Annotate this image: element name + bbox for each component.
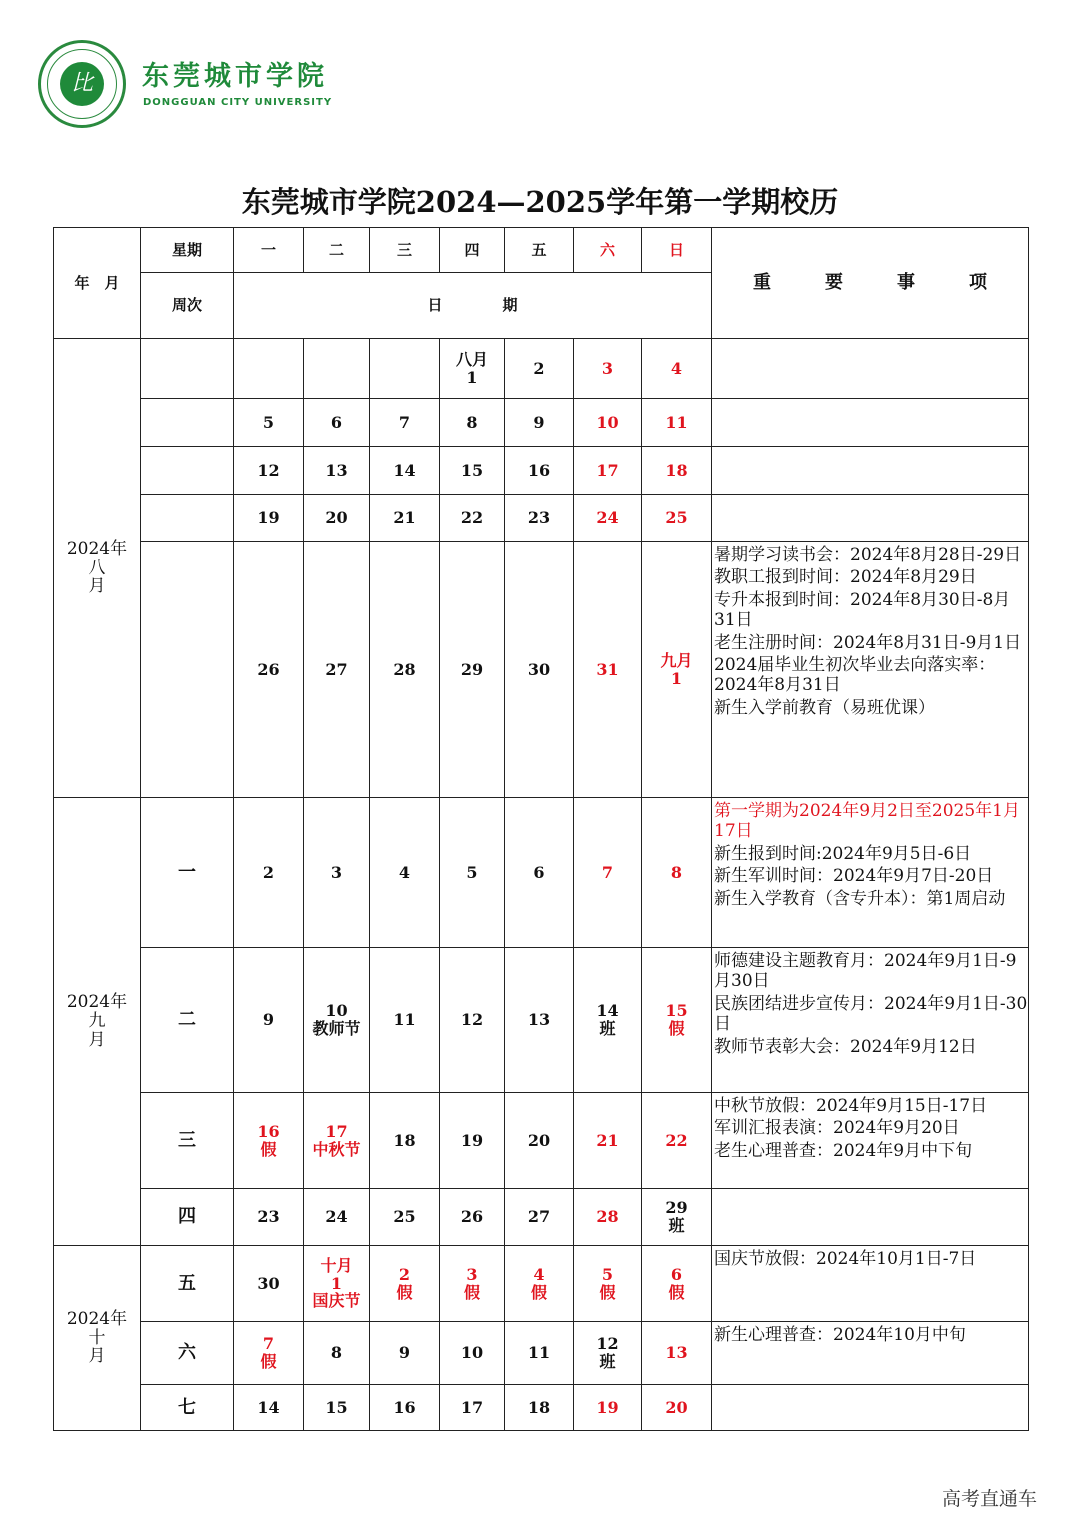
date-cell bbox=[304, 339, 370, 399]
date-cell: 9 bbox=[234, 948, 304, 1093]
day-header: 六 bbox=[574, 228, 642, 273]
date-cell: 6 假 bbox=[642, 1246, 712, 1322]
date-cell: 3 bbox=[574, 339, 642, 399]
date-cell: 16 bbox=[505, 447, 574, 495]
date-cell: 16 bbox=[370, 1385, 440, 1431]
date-cell: 5 bbox=[234, 399, 304, 447]
calendar-row bbox=[54, 798, 1029, 948]
date-cell: 15 bbox=[304, 1385, 370, 1431]
note-item: 新生入学前教育（易班优课） bbox=[714, 697, 935, 718]
date-cell: 2 假 bbox=[370, 1246, 440, 1322]
logo-chinese-name: 东莞城市学院 bbox=[142, 61, 328, 92]
page-title: 东莞城市学院2024—2025学年第一学期校历 bbox=[241, 185, 839, 219]
date-cell bbox=[370, 339, 440, 399]
date-cell: 13 bbox=[642, 1322, 712, 1385]
date-cell: 5 bbox=[440, 798, 505, 948]
notes-cell bbox=[712, 948, 1029, 1093]
date-cell: 25 bbox=[370, 1189, 440, 1246]
date-cell: 14 班 bbox=[574, 948, 642, 1093]
notes-cell bbox=[712, 1246, 1029, 1322]
notes-cell bbox=[712, 447, 1029, 495]
date-cell: 8 bbox=[440, 399, 505, 447]
week-number bbox=[141, 399, 234, 447]
date-cell: 14 bbox=[370, 447, 440, 495]
date-cell: 17 bbox=[440, 1385, 505, 1431]
date-cell: 15 假 bbox=[642, 948, 712, 1093]
notes-cell bbox=[712, 1093, 1029, 1189]
date-cell: 10 bbox=[574, 399, 642, 447]
date-cell: 14 bbox=[234, 1385, 304, 1431]
calendar-row bbox=[54, 495, 1029, 542]
week-number: 六 bbox=[141, 1322, 234, 1385]
date-cell: 13 bbox=[505, 948, 574, 1093]
date-cell: 7 假 bbox=[234, 1322, 304, 1385]
week-number bbox=[141, 495, 234, 542]
date-cell: 16 假 bbox=[234, 1093, 304, 1189]
day-header: 日 bbox=[642, 228, 712, 273]
calendar-row bbox=[54, 1189, 1029, 1246]
month-label: 2024年 八 月 bbox=[54, 339, 141, 798]
university-seal-logo: 比 bbox=[38, 40, 126, 128]
date-cell: 十月 1 国庆节 bbox=[304, 1246, 370, 1322]
date-cell: 28 bbox=[370, 542, 440, 798]
date-cell: 29 班 bbox=[642, 1189, 712, 1246]
date-cell: 24 bbox=[304, 1189, 370, 1246]
notes-cell bbox=[712, 1322, 1029, 1385]
calendar-row bbox=[54, 948, 1029, 1093]
date-cell: 11 bbox=[642, 399, 712, 447]
week-number-header: 周次 bbox=[141, 273, 234, 339]
day-header: 三 bbox=[370, 228, 440, 273]
week-number bbox=[141, 339, 234, 399]
weekday-header: 星期 bbox=[141, 228, 234, 273]
note-item: 暑期学习读书会：2024年8月28日-29日 bbox=[714, 545, 1022, 565]
date-cell: 21 bbox=[370, 495, 440, 542]
date-cell: 28 bbox=[574, 1189, 642, 1246]
date-cell: 11 bbox=[370, 948, 440, 1093]
calendar-row bbox=[54, 1322, 1029, 1385]
note-item: 国庆节放假：2024年10月1日-7日 bbox=[714, 1249, 977, 1269]
date-cell: 12 班 bbox=[574, 1322, 642, 1385]
date-cell: 9 bbox=[370, 1322, 440, 1385]
date-cell: 30 bbox=[234, 1246, 304, 1322]
notes-cell bbox=[712, 339, 1029, 399]
date-cell: 22 bbox=[440, 495, 505, 542]
date-cell: 18 bbox=[370, 1093, 440, 1189]
date-cell: 7 bbox=[370, 399, 440, 447]
note-item: 教职工报到时间：2024年8月29日 bbox=[714, 567, 977, 588]
date-cell: 19 bbox=[574, 1385, 642, 1431]
calendar-row bbox=[54, 1093, 1029, 1189]
notes-cell bbox=[712, 1189, 1029, 1246]
calendar-row bbox=[54, 1246, 1029, 1322]
note-item: 新生军训时间：2024年9月7日-20日 bbox=[714, 866, 994, 887]
week-number: 二 bbox=[141, 948, 234, 1093]
date-cell: 23 bbox=[505, 495, 574, 542]
date-cell: 3 bbox=[304, 798, 370, 948]
note-item: 师德建设主题教育月：2024年9月1日-9月30日 bbox=[714, 951, 1017, 992]
date-cell: 5 假 bbox=[574, 1246, 642, 1322]
date-cell: 4 bbox=[642, 339, 712, 399]
note-item: 中秋节放假：2024年9月15日-17日 bbox=[714, 1096, 988, 1116]
date-cell: 6 bbox=[505, 798, 574, 948]
date-cell: 八月 1 bbox=[440, 339, 505, 399]
date-cell: 19 bbox=[234, 495, 304, 542]
date-cell: 12 bbox=[234, 447, 304, 495]
school-calendar-table bbox=[53, 227, 1029, 1431]
note-item: 教师节表彰大会：2024年9月12日 bbox=[714, 1036, 977, 1057]
date-cell: 九月 1 bbox=[642, 542, 712, 798]
date-cell: 8 bbox=[304, 1322, 370, 1385]
note-item: 第一学期为2024年9月2日至2025年1月17日 bbox=[714, 801, 1020, 842]
date-cell: 19 bbox=[440, 1093, 505, 1189]
day-header: 一 bbox=[234, 228, 304, 273]
date-cell: 10 教师节 bbox=[304, 948, 370, 1093]
date-cell: 8 bbox=[642, 798, 712, 948]
day-header: 五 bbox=[505, 228, 574, 273]
note-item: 老生心理普查：2024年9月中下旬 bbox=[714, 1140, 973, 1161]
date-cell: 25 bbox=[642, 495, 712, 542]
date-cell: 17 中秋节 bbox=[304, 1093, 370, 1189]
month-label: 2024年 十 月 bbox=[54, 1246, 141, 1431]
date-cell: 6 bbox=[304, 399, 370, 447]
notes-cell bbox=[712, 1385, 1029, 1431]
notes-header: 重 要 事 项 bbox=[712, 228, 1029, 339]
date-cell: 13 bbox=[304, 447, 370, 495]
note-item: 老生注册时间：2024年8月31日-9月1日 bbox=[714, 632, 1022, 653]
calendar-row bbox=[54, 447, 1029, 495]
date-cell: 4 bbox=[370, 798, 440, 948]
date-cell: 26 bbox=[440, 1189, 505, 1246]
date-cell: 7 bbox=[574, 798, 642, 948]
month-label: 2024年 九 月 bbox=[54, 798, 141, 1246]
date-cell: 2 bbox=[234, 798, 304, 948]
date-cell: 26 bbox=[234, 542, 304, 798]
date-cell: 29 bbox=[440, 542, 505, 798]
year-month-header: 年 月 bbox=[54, 228, 141, 339]
date-header: 日 期 bbox=[234, 273, 712, 339]
week-number: 三 bbox=[141, 1093, 234, 1189]
date-cell: 10 bbox=[440, 1322, 505, 1385]
date-cell: 24 bbox=[574, 495, 642, 542]
notes-cell bbox=[712, 495, 1029, 542]
date-cell: 22 bbox=[642, 1093, 712, 1189]
date-cell: 11 bbox=[505, 1322, 574, 1385]
date-cell: 27 bbox=[505, 1189, 574, 1246]
date-cell: 12 bbox=[440, 948, 505, 1093]
date-cell: 20 bbox=[304, 495, 370, 542]
note-item: 新生报到时间:2024年9月5日-6日 bbox=[714, 843, 972, 864]
date-cell: 27 bbox=[304, 542, 370, 798]
date-cell: 31 bbox=[574, 542, 642, 798]
week-number: 七 bbox=[141, 1385, 234, 1431]
date-cell bbox=[234, 339, 304, 399]
week-number: 五 bbox=[141, 1246, 234, 1322]
date-cell: 2 bbox=[505, 339, 574, 399]
week-number: 四 bbox=[141, 1189, 234, 1246]
date-cell: 18 bbox=[642, 447, 712, 495]
week-number bbox=[141, 447, 234, 495]
date-cell: 18 bbox=[505, 1385, 574, 1431]
calendar-row bbox=[54, 339, 1029, 399]
date-cell: 4 假 bbox=[505, 1246, 574, 1322]
notes-cell bbox=[712, 399, 1029, 447]
watermark: 高考直通车 bbox=[942, 1488, 1038, 1510]
calendar-row bbox=[54, 1385, 1029, 1431]
logo-english-name: DONGGUAN CITY UNIVERSITY bbox=[143, 97, 333, 108]
date-cell: 20 bbox=[505, 1093, 574, 1189]
day-header: 四 bbox=[440, 228, 505, 273]
note-item: 专升本报到时间：2024年8月30日-8月31日 bbox=[714, 589, 1011, 631]
note-item: 2024届毕业生初次毕业去向落实率：2024年8月31日 bbox=[714, 654, 996, 696]
week-number: 一 bbox=[141, 798, 234, 948]
day-header: 二 bbox=[304, 228, 370, 273]
date-cell: 23 bbox=[234, 1189, 304, 1246]
note-item: 新生入学教育（含专升本）：第1周启动 bbox=[714, 888, 1006, 909]
date-cell: 20 bbox=[642, 1385, 712, 1431]
note-item: 民族团结进步宣传月：2024年9月1日-30日 bbox=[714, 993, 1028, 1035]
week-number bbox=[141, 542, 234, 798]
note-item: 军训汇报表演：2024年9月20日 bbox=[714, 1118, 960, 1139]
date-cell: 21 bbox=[574, 1093, 642, 1189]
note-item: 新生心理普查：2024年10月中旬 bbox=[714, 1325, 966, 1345]
date-cell: 3 假 bbox=[440, 1246, 505, 1322]
notes-cell bbox=[712, 798, 1029, 948]
calendar-row bbox=[54, 399, 1029, 447]
date-cell: 15 bbox=[440, 447, 505, 495]
date-cell: 17 bbox=[574, 447, 642, 495]
date-cell: 9 bbox=[505, 399, 574, 447]
calendar-row bbox=[54, 542, 1029, 798]
notes-cell bbox=[712, 542, 1029, 798]
date-cell: 30 bbox=[505, 542, 574, 798]
